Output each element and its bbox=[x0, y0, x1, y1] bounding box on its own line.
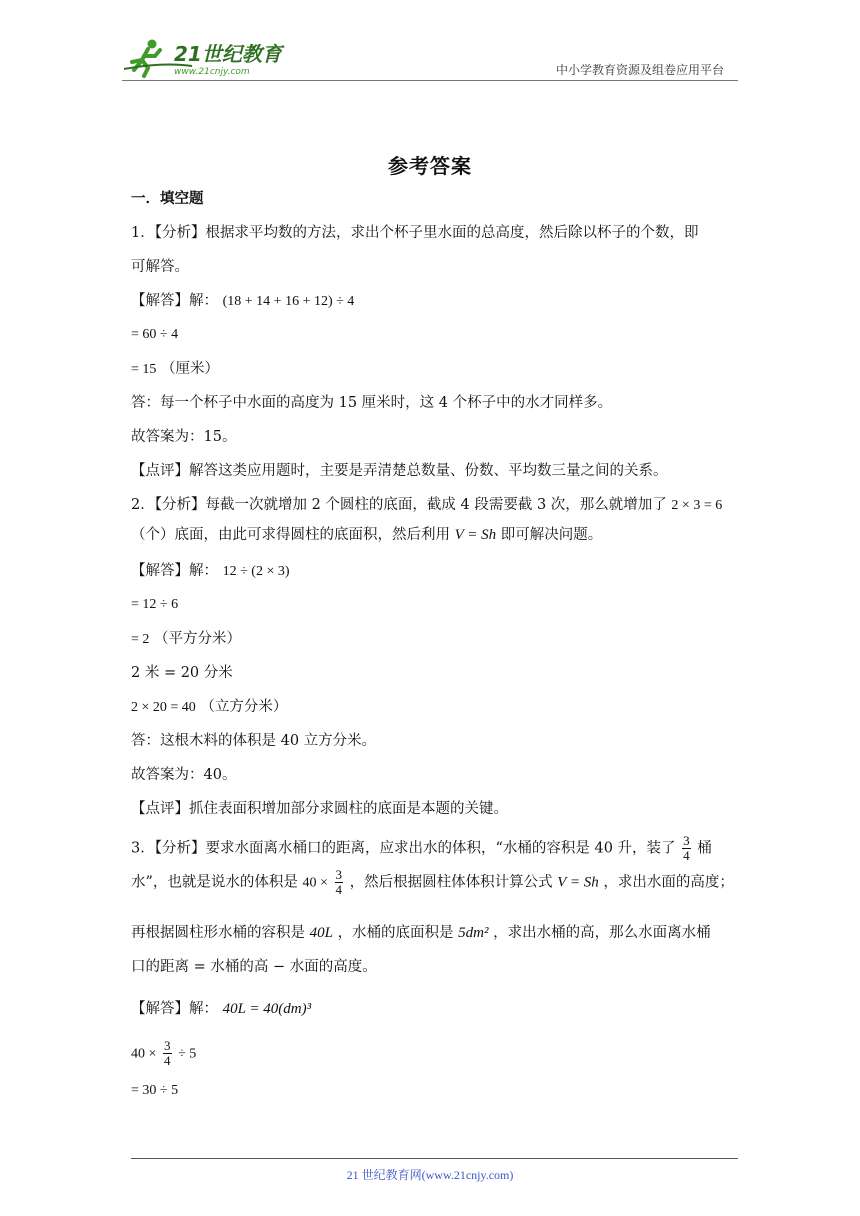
q2-analysis-line2 bbox=[131, 524, 731, 546]
q3-expr1: 40L = 40(dm)³ bbox=[222, 1001, 312, 1017]
q2-comment: 【点评】抓住表面积增加部分求圆柱的底面是本题的关键。 bbox=[131, 801, 508, 817]
q3-analysis-line2 bbox=[131, 867, 734, 897]
q2-solution-line1 bbox=[131, 560, 731, 583]
q3-expr2-start: 40 × bbox=[131, 1046, 157, 1062]
fraction-three-quarters: $\frac{3}{4}$ bbox=[335, 867, 343, 897]
q3-analysis-text3: ，然后根据圆柱体体积计算公式 bbox=[349, 874, 553, 891]
q3-analysis-text5: 再根据圆柱形水桶的容积是 bbox=[131, 925, 305, 941]
q1-comment: 【点评】解答这类应用题时，主要是弄清楚总数量、份数、平均数三量之间的关系。 bbox=[131, 463, 668, 479]
solve-label: 【解答】解： bbox=[131, 293, 218, 309]
q1-solution-line1 bbox=[131, 290, 731, 313]
q3-analysis-line3 bbox=[131, 922, 731, 944]
q3-analysis-text2: 水”，也就是说水的体积是 bbox=[131, 874, 298, 891]
q1-expr2: = 60 ÷ 4 bbox=[131, 327, 179, 342]
q3-capacity: 40L bbox=[309, 925, 333, 941]
q3-expr2-end: ÷ 5 bbox=[178, 1046, 197, 1062]
logo-url: www.21cnjy.com bbox=[174, 67, 250, 77]
q3-expr3: = 30 ÷ 5 bbox=[131, 1083, 179, 1098]
q2-result-line bbox=[131, 628, 731, 651]
q1-unit: （厘米） bbox=[161, 361, 220, 377]
fraction-three-quarters: $\frac{3}{4}$ bbox=[164, 1038, 171, 1068]
footer-divider bbox=[131, 1158, 738, 1159]
q2-expr5: 2 × 20 = 40 bbox=[131, 700, 196, 715]
q1-result-line bbox=[131, 358, 731, 381]
q1-answer: 答：每一个杯子中水面的高度为 15 厘米时，这 4 个杯子中的水才同样多。 bbox=[131, 395, 613, 411]
platform-name: 中小学教育资源及组卷应用平台 bbox=[555, 63, 724, 77]
q3-analysis-line1 bbox=[131, 834, 731, 863]
q3-math: 40 × bbox=[302, 875, 328, 891]
q2-formula: V = Sh bbox=[454, 527, 497, 543]
q2-answer: 答：这根木料的体积是 40 立方分米。 bbox=[131, 733, 377, 749]
q2-expr2: = 12 ÷ 6 bbox=[131, 597, 179, 612]
header-divider bbox=[122, 80, 738, 81]
q3-analysis-text-end: 桶 bbox=[697, 840, 712, 857]
logo-text: 21世纪教育 bbox=[174, 42, 282, 66]
q2-expr1: 12 ÷ (2 × 3) bbox=[222, 564, 290, 579]
q3-analysis-text: 3．【分析】要求水面离水桶口的距离，应求出水的体积，“水桶的容积是 40 升，装了 bbox=[131, 840, 676, 857]
q2-unit5: （立方分米） bbox=[200, 699, 288, 715]
q3-analysis-text4: ，求出水面的高度； bbox=[603, 874, 734, 891]
q2-analysis-line1 bbox=[131, 494, 731, 517]
solve-label: 【解答】解： bbox=[131, 563, 218, 579]
section-heading: 一．填空题 bbox=[131, 191, 204, 207]
q1-analysis-line2: 可解答。 bbox=[131, 259, 189, 275]
q3-base-area: 5dm² bbox=[458, 925, 489, 941]
q1-expr1: (18 + 14 + 16 + 12) ÷ 4 bbox=[222, 294, 355, 309]
q3-analysis-text7: ，求出水桶的高，那么水面离水桶 bbox=[493, 925, 711, 941]
runner-logo-icon bbox=[122, 36, 292, 78]
q3-solution-line1 bbox=[131, 998, 731, 1020]
q2-conversion: 2 米 = 20 分米 bbox=[131, 665, 233, 681]
fraction-three-quarters: $\frac{3}{4}$ bbox=[683, 833, 690, 863]
q2-volume-line bbox=[131, 696, 731, 719]
q2-unit3: （平方分米） bbox=[154, 631, 242, 647]
q2-analysis-text: 2．【分析】每截一次就增加 2 个圆柱的底面，截成 4 段需要截 3 次，那么就增加了 bbox=[131, 497, 667, 513]
site-logo bbox=[122, 36, 292, 78]
q2-analysis-text3: 即可解决问题。 bbox=[500, 527, 603, 543]
q3-analysis-line4: 口的距离 = 水桶的高 − 水面的高度。 bbox=[131, 959, 377, 975]
q3-formula: V = Sh bbox=[557, 874, 599, 891]
q2-final: 故答案为：40。 bbox=[131, 767, 237, 783]
q2-expr3: = 2 bbox=[131, 632, 150, 647]
page-title: 参考答案 bbox=[388, 154, 472, 178]
q1-expr3: = 15 bbox=[131, 362, 157, 377]
solve-label: 【解答】解： bbox=[131, 1001, 218, 1017]
q1-final: 故答案为：15。 bbox=[131, 429, 237, 445]
q1-analysis-line1: 1．【分析】根据求平均数的方法，求出个杯子里水面的总高度，然后除以杯子的个数，即 bbox=[131, 225, 699, 241]
q2-analysis-math: 2 × 3 = 6 bbox=[671, 498, 723, 513]
q3-analysis-text6: ，水桶的底面积是 bbox=[337, 925, 454, 941]
q3-expr2-line bbox=[131, 1039, 731, 1068]
q2-analysis-text2: （个）底面，由此可求得圆柱的底面积，然后利用 bbox=[131, 527, 450, 543]
footer-link[interactable]: 21 世纪教育网(www.21cnjy.com) bbox=[346, 1168, 514, 1182]
